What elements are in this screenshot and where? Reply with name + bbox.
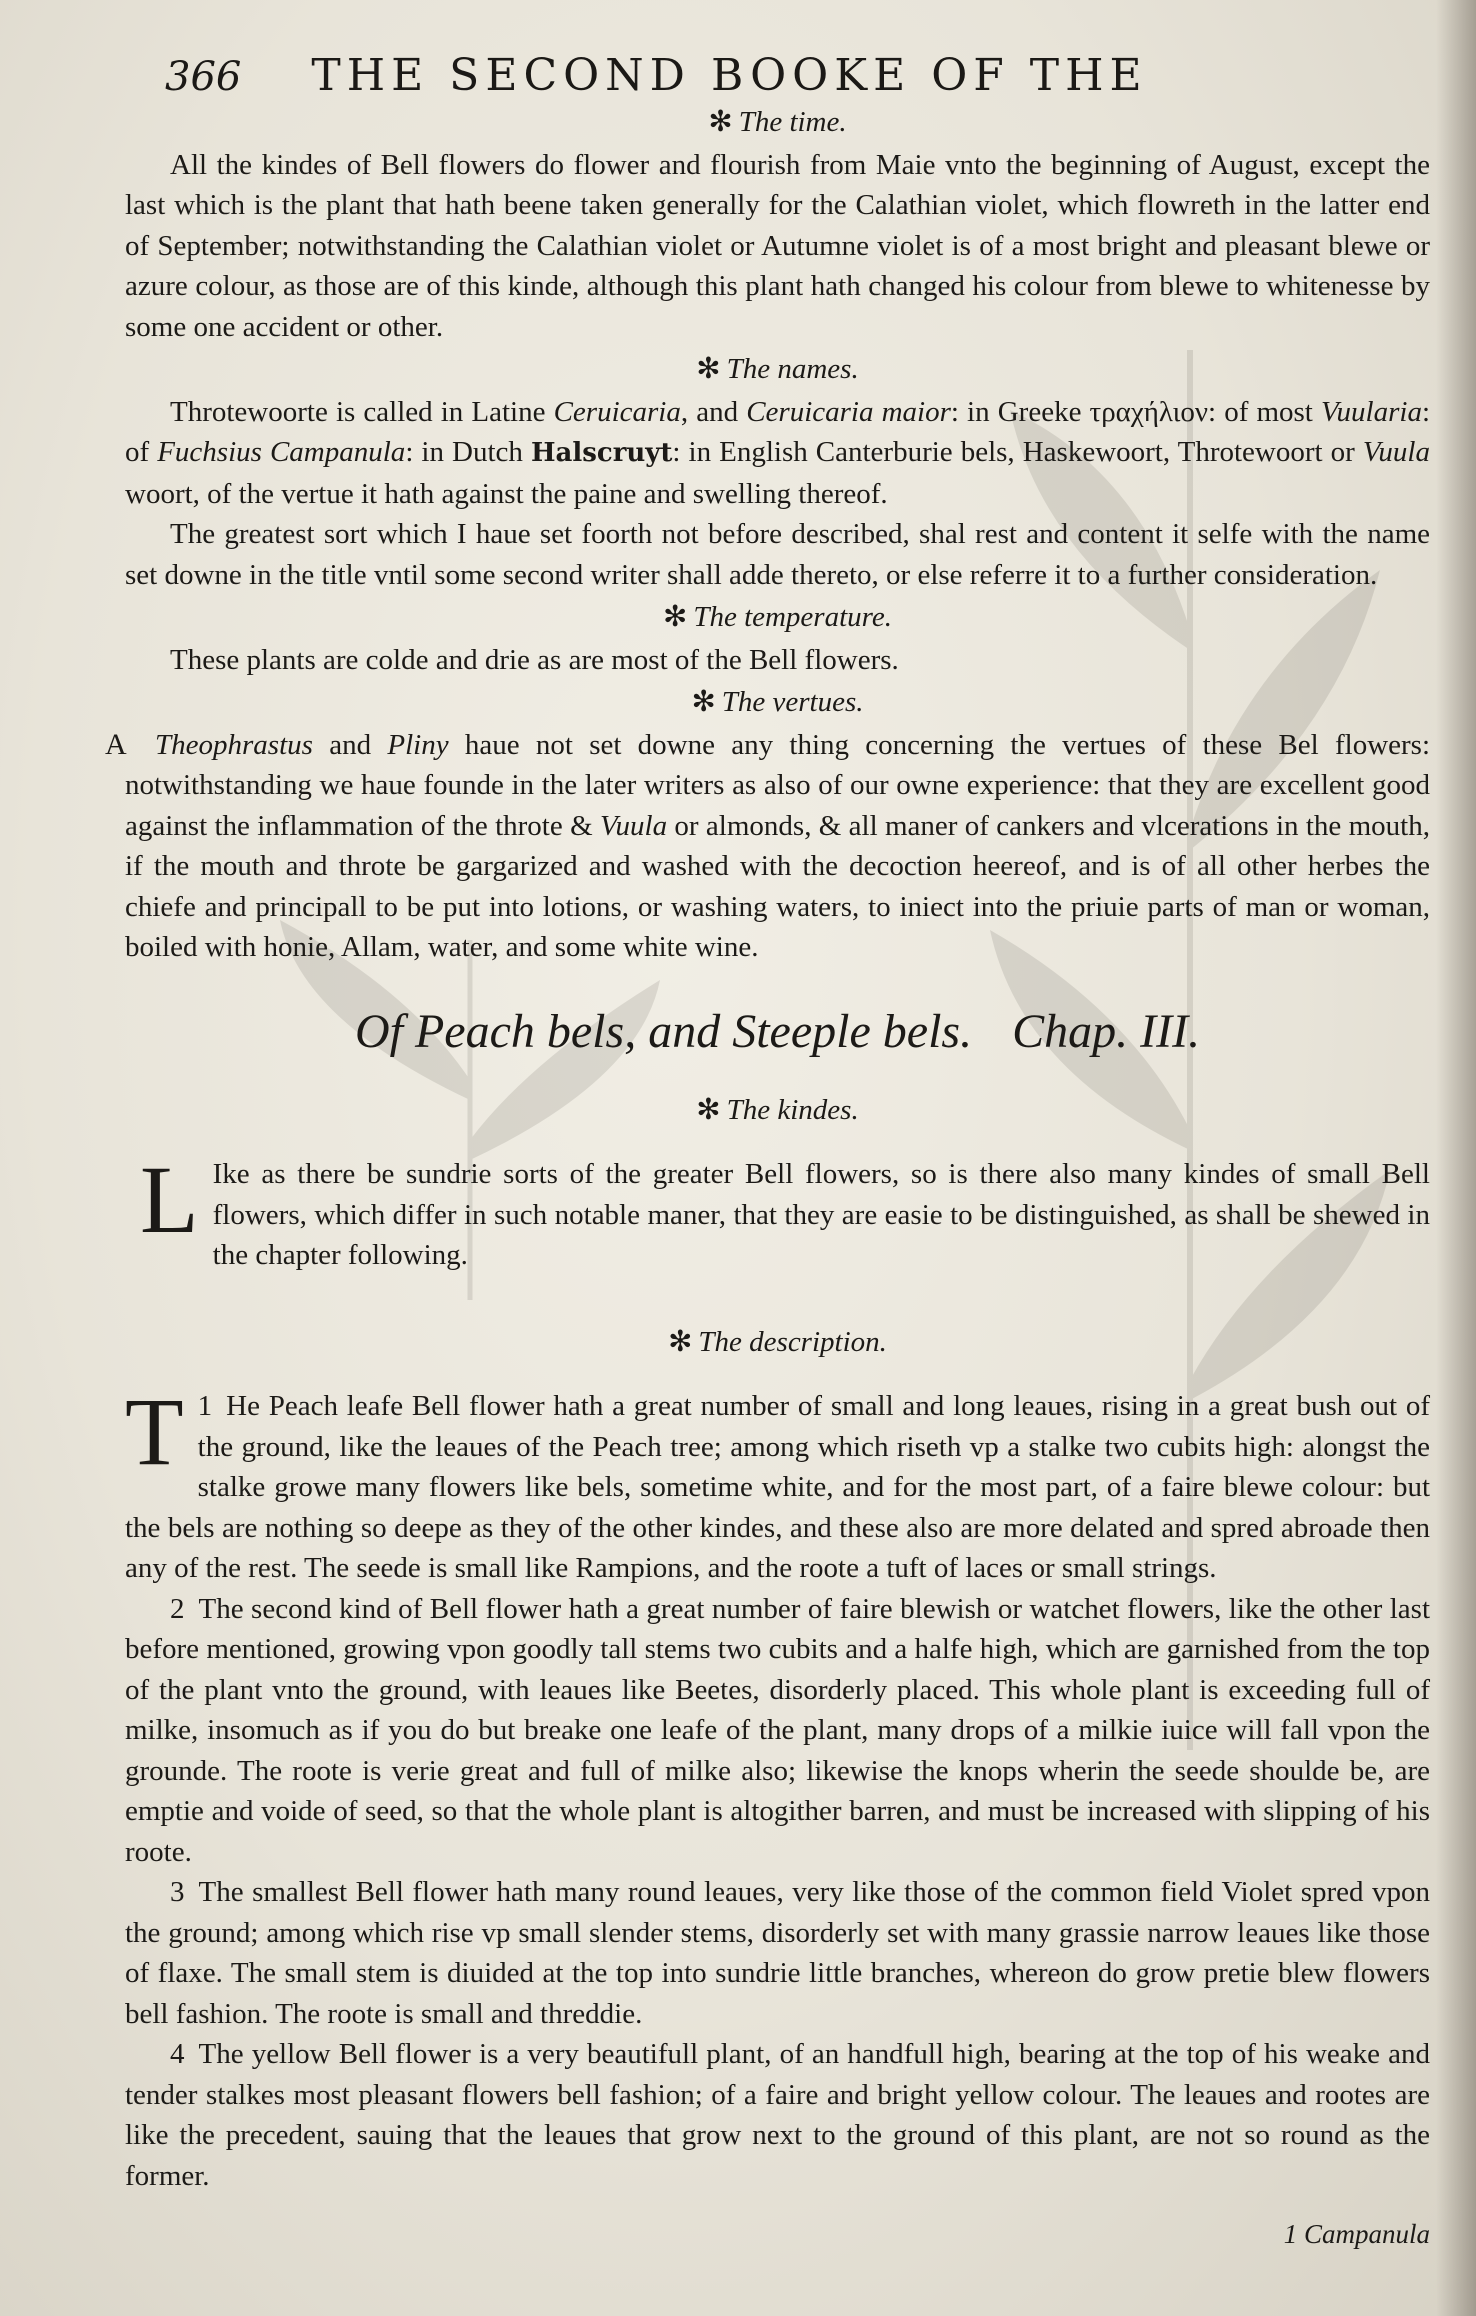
asterisk-icon: ✻ — [696, 1093, 721, 1126]
catchword: 1 Campanula — [1283, 2219, 1430, 2249]
item-number: 1 — [197, 1390, 213, 1422]
kindes-paragraph: L Ike as there be sundrie sorts of the greater Bell flowers, so is there also many kindes of small Bell flowers, which differ in such notable maner, that they are easie to be distinguished, as shall be shewed in the chapter following. — [140, 1146, 1430, 1271]
blackletter-word: Halscruyt — [530, 438, 673, 468]
drop-cap-l: L — [140, 1146, 199, 1253]
page-body — [105, 100, 1431, 2255]
temperature-paragraph: These plants are colde and drie as are most of the Bell flowers. — [170, 643, 899, 676]
vertues-paragraph: A Theophrastus and Pliny haue not set downe any thing concerning the vertues of these Bel flowers: notwithstanding we haue founde in the later writers as also of our owne experience: that they are excellent good against the inflammation of the throte & Vuula or almonds, & all maner of cankers and vlcerations in the mouth, if the mouth and throte be gargarized and washed with the decoction heereof, and is of all other herbes the chiefe and principall to be put into lotions, or washing waters, to iniect into the priuie parts of man or woman, boiled with honie, Allam, water, and some white wine. — [125, 725, 1430, 968]
time-paragraph: All the kindes of Bell flowers do flower and flourish from Maie vnto the beginning of August, except the last which is the plant that hath beene taken generally for the Calathian violet, which flowreth in the latter end of September; notwithstanding the Calathian violet or Autumne violet is of a most bright and pleasant blewe or azure colour, as those are of this kinde, although this plant hath changed his colour from blewe to whitenesse by some one accident or other. — [125, 148, 1430, 343]
running-head — [165, 50, 1315, 101]
asterisk-icon: ✻ — [668, 1325, 693, 1358]
asterisk-icon: ✻ — [691, 686, 716, 718]
chapter-number: Chap. III. — [1012, 1004, 1201, 1058]
margin-letter-a: A — [105, 727, 127, 761]
names-paragraph-1: Throtewoorte is called in Latine Ceruicaria, and Ceruicaria maior: in Greeke τραχήλιον: of most Vuularia: of Fuchsius Campanula: in Dutch Halscruyt: in English Canterburie bels, Haskewoort, Throtewoort or Vuula woort, of the vertue it hath against the paine and swelling thereof. — [125, 395, 1431, 510]
item-number: 2 — [170, 1592, 185, 1625]
description-item-4: 4 The yellow Bell flower is a very beautifull plant, of an handfull high, bearing at the top of his weake and tender stalkes most pleasant flowers bell fashion; of a faire and bright yellow colour. The leaues and rootes are like the precedent, sauing that the leaues that grow next to the ground of this plant, are not so round as the former. — [125, 2038, 1430, 2192]
section-heading-vertues: ✻ The vertues. — [691, 686, 864, 718]
chapter-title: Of Peach bels, and Steeple bels. Chap. III. — [354, 1004, 1201, 1058]
item-number: 3 — [170, 1876, 185, 1908]
section-heading-description: ✻ The description. — [668, 1325, 887, 1358]
asterisk-icon: ✻ — [708, 106, 733, 138]
section-heading-kindes: ✻ The kindes. — [696, 1093, 859, 1126]
page-gutter-shadow — [1436, 0, 1476, 2316]
section-heading-temperature: ✻ The temperature. — [663, 601, 892, 633]
drop-cap-t: T — [125, 1378, 184, 1485]
names-paragraph-2: The greatest sort which I haue set foorth not before described, shal rest and content it selfe with the name set downe in the title vntil some second writer shall adde thereto, or else referre it to a further consideration. — [125, 518, 1430, 591]
description-item-2: 2 The second kind of Bell flower hath a great number of faire blewish or watchet flowers, like the other last before mentioned, growing vpon goodly tall stems two cubits and a halfe high, which are garnished from the top of the plant vnto the ground, with leaues like Beetes, disorderly placed. This whole plant is exceeding full of milke, insomuch as if you do but breake one leafe of the plant, many drops of a milkie iuice will fall vpon the grounde. The roote is verie great and full of milke also; likewise the knops wherin the seede shoulde be, are emptie and voide of seed, so that the whole plant is altogither barren, and must be increased with slipping of his roote. — [125, 1592, 1430, 1868]
section-heading-names: ✻ The names. — [696, 353, 859, 385]
item-number: 4 — [170, 2038, 185, 2070]
description-item-1: 1 T He Peach leafe Bell flower hath a great number of small and long leaues, rising in a great bush out of the ground, like the leaues of the Peach tree; among which riseth vp a stalke two cubits high: alongst the stalke growe many flowers like bels, sometime white, and for the most part, of a faire blewe colour: but the bels are nothing so deepe as they of the other kindes, and these also are more delated and spred abroade then any of the rest. The seede is small like Rampions, and the roote a tuft of laces or small strings. — [125, 1378, 1430, 1584]
asterisk-icon: ✻ — [696, 353, 721, 385]
description-item-3: 3 The smallest Bell flower hath many round leaues, very like those of the common field Violet spred vpon the ground; among which rise vp small slender stems, disorderly set with many grassie narrow leaues like those of flaxe. The small stem is diuided at the top into sundrie little branches, whereon do grow pretie blew flowers bell fashion. The roote is small and threddie. — [125, 1876, 1430, 2030]
asterisk-icon: ✻ — [663, 601, 688, 633]
section-heading-time: ✻ The time. — [708, 106, 847, 138]
book-title: THE SECOND BOOKE OF THE — [311, 50, 1148, 101]
page-number: 366 — [165, 54, 242, 100]
